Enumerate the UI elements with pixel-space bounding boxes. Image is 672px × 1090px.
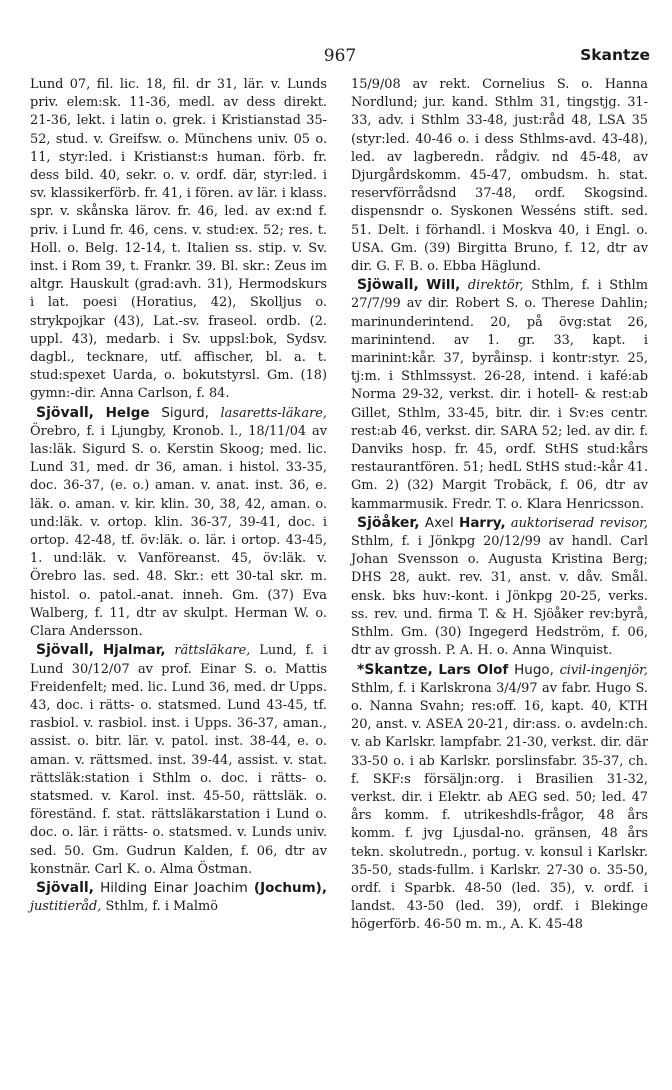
entry-given-post: Hugo, <box>514 661 554 678</box>
entry-given-pre: Hilding Einar Joachim <box>100 879 248 896</box>
page-header <box>30 46 650 68</box>
entry-text: Lund 07, fil. lic. 18, fil. dr 31, lär. v. Lunds priv. elem:sk. 11-36, medl. av dess direkt. 21-36, lekt. i latin o. grek. i Kristianstad 35-52, stud. v. Greifsw. o. Münchens univ. 05 o. 11, styr:led. i Kristianst:s human. förb. fr. dess bild. 40, sekr. o. v. ordf. där, styr:led. i sv. klassikerförb. fr. 41, i fören. av lär. i klass. spr. v. skånska lärov. fr. 46, led. av ex:nd f. priv. i Lund fr. 46, cens. v. stud:ex. 52; res. t. Holl. o. Belg. 12-14, t. Italien ss. stip. v. Sv. inst. i Rom 39, t. Frankr. 39. Bl. skr.: Zeus im altgr. Hauskult (grad:avh. 31), Hermodskurs i lat. poesi (Horatius, 42), Skolljus o. strykpojkar (43), Lat.-sv. fraseol. ordb. (2. uppl. 43), medarb. i Sv. uppsl:bok, Sydsv. dagbl., tecknare, utf. affischer, bl. a. t. stud:spexet Uarda, o. bokutstyrsl. Gm. (18) gymn:-dir. Anna Carlson, f. 84. <box>30 77 327 402</box>
entry-helge-sjovall <box>30 404 327 642</box>
entry-called-name: Will, <box>426 277 461 294</box>
entry-will-sjowall <box>351 276 648 514</box>
entry-surname: Sjöwall, <box>357 277 419 294</box>
entry-surname: *Skantze, <box>357 661 433 678</box>
entry-called-name: Helge <box>105 404 150 421</box>
continued-entry <box>351 76 648 276</box>
entry-text: Sthlm, f. i Malmö <box>105 899 219 915</box>
entry-harry-sjoaker <box>351 514 648 661</box>
entry-given-name <box>254 880 327 896</box>
entry-called-name: (Jochum), <box>253 879 327 896</box>
entry-hjalmar-sjovall <box>30 641 327 879</box>
page-number: 967 <box>323 46 357 66</box>
left-column <box>30 76 327 916</box>
entry-given-name <box>459 515 506 531</box>
entry-called-name: Lars Olof <box>438 661 509 678</box>
entry-surname: Sjövall, <box>36 879 94 896</box>
entry-surname: Sjövall, <box>36 642 94 659</box>
entry-occupation: auktoriserad revisor, <box>510 515 648 531</box>
entry-occupation: civil-ingenjör, <box>559 662 648 678</box>
entry-lars-olof-skantze <box>351 661 648 935</box>
entry-text: Sthlm, f. i Sthlm 27/7/99 av dir. Robert S. o. Therese Dahlin; marinunderintend. 20, på övg:stat 26, marinintend. av 1. gr. 33, kapt. i marinint:kår. 37, byråinsp. i kontr:styr. 25, tj:m. i Sthlmssyst. 26-28, intend. i kafé:ab Norma 29-32, verkst. dir. i hotell- & rest:ab Gillet, Sthlm, 33-45, bitr. dir. i Sv:es centr. rest:ab 46, verkst. dir. SARA 52; led. av dir. f. Danviks hosp. fr. 45, ordf. StHS stud:kårs restaurantfören. 51; hedL StHS stud:-kår 41. Gm. 2) (32) Margit Trobäck, f. 06, dtr av kammarmusik. Fredr. T. o. Klara Henricsson. <box>351 278 648 512</box>
entry-occupation: direktör, <box>467 278 524 294</box>
entry-given-name <box>426 277 460 293</box>
right-column <box>351 76 648 935</box>
entry-given-pre: Axel <box>424 514 454 531</box>
entry-called-name: Hjalmar, <box>102 642 166 659</box>
continued-entry <box>30 76 327 404</box>
entry-given-name <box>106 405 209 421</box>
entry-text: Örebro, f. i Ljungby, Kronob. l., 18/11/04 av las:läk. Sigurd S. o. Kerstin Skoog; med. lic. Lund 31, med. dr 36, aman. i histol. 33-35, doc. 36-37, (e. o.) aman. v. anat. inst. 36, e. läk. o. aman. v. kir. klin. 30, 38, 42, aman. o. und:läk. v. ortop. klin. 36-37, 39-41, doc. i ortop. 42-48, tf. öv:läk. o. lär. i ortop. 43-45, 1. und:läk. v. Vanföreanst. 45, öv:läk. v. Örebro las. sed. 48. Skr.: ett 30-tal skr. m. histol. o. patol.-anat. inneh. Gm. (37) Eva Walberg, f. 11, dtr av skulpt. Herman W. o. Clara Andersson. <box>30 423 327 640</box>
entry-given-post: Sigurd, <box>161 404 209 421</box>
entry-given-name <box>438 662 554 678</box>
running-head: Skantze <box>580 46 650 64</box>
entry-text: Lund, f. i Lund 30/12/07 av prof. Einar S. o. Mattis Freidenfelt; med. lic. Lund 36, med. dr Upps. 43, doc. i rätts- o. statsmed. Lund 43-45, tf. rasbiol. v. rasbiol. inst. i Upps. 36-37, aman., assist. o. bitr. lär. v. patol. inst. 38-44, e. o. aman. v. rättsmed. inst. 39-44, assist. v. stat. rättsläk:station i Sthlm o. doc. i rätts- o. statsmed. v. Karol. inst. 45-50, rättsläk. o. föreständ. f. stat. rättsläkarstation i Lund o. doc. o. lär. i rätts- o. statsmed. v. Lunds univ. sed. 50. Gm. Gudrun Kalden, f. 06, dtr av konstnär. Carl K. o. Alma Östman. <box>30 643 327 877</box>
entry-text: 15/9/08 av rekt. Cornelius S. o. Hanna Nordlund; jur. kand. Sthlm 31, tingstjg. 31-33, adv. i Sthlm 33-48, just:råd 48, LSA 35 (styr:led. 40-46 o. i dess Sthlms-avd. 43-48), led. av lagberedn. rådgiv. nd 45-48, av Djurgårdskomm. 45-47, ombudsm. h. stat. reservförrådsnd 37-48, ordf. Skogsind. dispensndr o. Syskonen Wesséns stift. sed. 51. Delt. i förhandl. i Moskva 40, i Engl. o. USA. Gm. (39) Birgitta Bruno, f. 12, dtr av dir. G. F. B. o. Ebba Häglund. <box>351 77 648 275</box>
entry-occupation: rättsläkare, <box>174 643 251 659</box>
entry-text: Sthlm, f. i Karlskrona 3/4/97 av fabr. Hugo S. o. Nanna Svahn; res:off. 16, kapt. 40, KTH 20, anst. v. ASEA 20-21, dir:ass. o. avdeln:ch. v. ab Karlskr. lampfabr. 21-30, verkst. dir. där 33-50 o. i ab Karlskr. porslinsfabr. 35-37, ch. f. SKF:s försäljn:org. i Brasilien 31-32, verkst. dir. i Elektr. ab AEG sed. 50; led. 47 års komm. f. utrikeshdls-frågor, 48 års komm. f. jvg Ljusdal-no. gränsen, 48 års tekn. skolutredn., portug. v. konsul i Karlskr. 35-50, stads-fullm. i Karlskr. 27-30 o. 35-50, ordf. i Sparbk. 48-50 (led. 35), v. ordf. i landst. 43-50 (led. 39), ordf. i Blekinge högerförb. 46-50 m. m., A. K. 45-48 <box>351 680 648 933</box>
entry-surname: Sjöåker, <box>357 514 420 531</box>
entry-text: Sthlm, f. i Jönkpg 20/12/99 av handl. Carl Johan Svensson o. Augusta Kristina Berg; DHS 28, aukt. rev. 31, anst. v. dåv. Smål. ensk. bks huv:-kont. i Jönkpg 20-25, verks. ss. rev. und. firma T. & H. Sjöåker rev:byrå, Sthlm. Gm. (30) Ingegerd Hedström, f. 06, dtr av grossh. P. A. H. o. Anna Winquist. <box>351 534 648 659</box>
entry-occupation: lasaretts-läkare, <box>220 405 327 421</box>
entry-called-name: Harry, <box>459 514 506 531</box>
entry-surname: Sjövall, <box>36 404 94 421</box>
entry-given-name <box>103 642 166 658</box>
entry-jochum-sjovall <box>30 879 327 916</box>
entry-occupation: justitieråd, <box>30 899 102 915</box>
